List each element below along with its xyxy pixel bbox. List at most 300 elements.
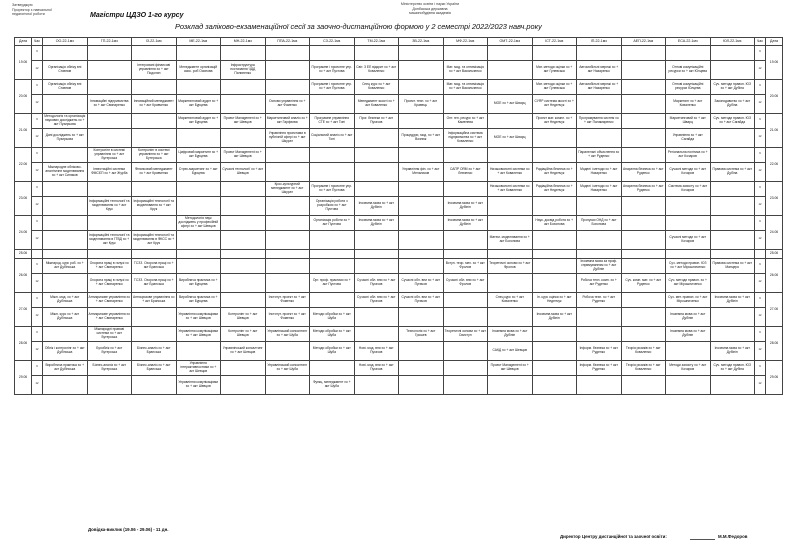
class-cell bbox=[87, 80, 132, 95]
class-cell: Інформаційні технології та моделювання в ГГВД хо + акт Крук bbox=[87, 231, 132, 250]
class-cell bbox=[176, 129, 221, 148]
signature-line bbox=[690, 539, 715, 540]
header-group: МН-22-1мз bbox=[221, 38, 266, 46]
class-cell: Спец курс хо + акт Коваленко bbox=[354, 80, 399, 95]
class-cell bbox=[43, 197, 88, 216]
class-cell: ТСЗЗ. Охорона праці хо + акт Бранська bbox=[132, 259, 177, 274]
class-cell bbox=[43, 95, 88, 114]
class-cell: Сучасні технології хо + акт Шевцов bbox=[221, 163, 266, 182]
class-cell bbox=[399, 308, 444, 327]
class-cell: Інформ. безпека хо + акт Руденко bbox=[577, 342, 622, 361]
class-cell bbox=[443, 95, 488, 114]
class-cell bbox=[443, 46, 488, 61]
table-row bbox=[15, 259, 783, 274]
class-cell bbox=[265, 216, 310, 231]
class-cell: Антикризове управління хо + акт Бранська bbox=[132, 293, 177, 308]
class-cell: САПР ОЯМ хо + акт Левченко bbox=[443, 163, 488, 182]
class-cell: Дані досліджень хо + акт Пузирьова bbox=[43, 129, 88, 148]
time-cell-right bbox=[755, 216, 766, 231]
header-group: МФ-22-1мз bbox=[443, 38, 488, 46]
class-cell bbox=[577, 46, 622, 61]
class-cell: Суч. мет. правоп. хо + акт Мірошниченко bbox=[666, 293, 711, 308]
class-cell bbox=[710, 274, 755, 293]
date-cell-right: 21.06 bbox=[766, 114, 783, 148]
class-cell bbox=[87, 182, 132, 197]
table-row bbox=[15, 80, 783, 95]
time-cell bbox=[32, 129, 43, 148]
date-cell: 19.06 bbox=[15, 46, 32, 80]
class-cell bbox=[532, 376, 577, 395]
time-cell-right bbox=[755, 327, 766, 342]
class-cell bbox=[399, 114, 444, 129]
table-row bbox=[15, 95, 783, 114]
class-cell bbox=[132, 308, 177, 327]
time-cell bbox=[32, 95, 43, 114]
reference-note: Довідка-виклик (19.06 - 29.06) - 11 дн. bbox=[88, 527, 169, 532]
time-cell-right bbox=[755, 95, 766, 114]
class-cell bbox=[354, 231, 399, 250]
header-time-right: Час bbox=[755, 38, 766, 46]
class-cell: Соціальний аналіз хо + акт Тоні bbox=[310, 129, 355, 148]
time-cell-right bbox=[755, 114, 766, 129]
time-slot-label: 12 bbox=[35, 135, 39, 138]
time-slot-label: 12 bbox=[758, 203, 762, 206]
table-row bbox=[15, 114, 783, 129]
class-cell: Виробнича практика хо + акт Дубінська bbox=[43, 361, 88, 376]
class-cell: СУЯР система якості хо + акт Неделчук bbox=[532, 95, 577, 114]
time-slot-label: 9 bbox=[36, 186, 38, 189]
time-slot-label: 9 bbox=[36, 118, 38, 121]
class-cell: Прог. безпеки хо + акт Пугачов bbox=[354, 114, 399, 129]
class-cell: Оптові комунікаційні ресурси хо + акт Юлцева bbox=[666, 61, 711, 80]
time-slot-label: 12 bbox=[758, 135, 762, 138]
class-cell bbox=[488, 80, 533, 95]
class-cell: Управління фін. хо + акт Мельников bbox=[399, 163, 444, 182]
class-cell: Інформаційні технології та моделювання хо + акт Крук bbox=[87, 197, 132, 216]
class-cell bbox=[621, 293, 666, 308]
class-cell bbox=[532, 274, 577, 293]
class-cell bbox=[87, 114, 132, 129]
time-cell bbox=[32, 308, 43, 327]
table-row bbox=[15, 148, 783, 163]
time-cell bbox=[32, 250, 43, 259]
class-cell bbox=[176, 250, 221, 259]
class-cell bbox=[132, 46, 177, 61]
class-cell: Сучасні методи хо + акт Кочаров bbox=[666, 163, 711, 182]
class-cell: Вступ. теор. мех. хо + акт Фролов bbox=[443, 259, 488, 274]
class-cell: Міжнародні правові системи хо + акт Бутерська bbox=[87, 327, 132, 342]
time-slot-label: 12 bbox=[35, 101, 39, 104]
header-group: АЕП-22-1мз bbox=[621, 38, 666, 46]
class-cell: Іноземна мова хо + акт Дубінін bbox=[666, 327, 711, 342]
class-cell bbox=[532, 148, 577, 163]
time-cell bbox=[32, 163, 43, 182]
approval-line: педагогічної роботи bbox=[12, 12, 45, 17]
class-cell: Інтегровані фінансові управління хо + акт Подолян bbox=[132, 61, 177, 80]
class-cell bbox=[132, 376, 177, 395]
class-cell: Інвестиційні системи ФМСЄП хо + акт Журба bbox=[87, 163, 132, 182]
class-cell: Пропуски ОНД хо + акт Бохонова bbox=[577, 216, 622, 231]
class-cell bbox=[399, 197, 444, 216]
class-cell: Суч. методи правоп. ЮЗ хо + акт Дубіна bbox=[710, 80, 755, 95]
class-cell bbox=[310, 231, 355, 250]
date-cell-right: 26.06 bbox=[766, 259, 783, 293]
class-cell bbox=[132, 114, 177, 129]
class-cell: Інформаційна система підприємства хо + акт Коваленко bbox=[443, 129, 488, 148]
class-cell: Методологія наук досліджень у професійній сфері хо + акт Шевцов bbox=[176, 216, 221, 231]
class-cell: Іноземна мова хо + акт Дубінін bbox=[710, 342, 755, 361]
class-cell: Програмне і проектне упр. хо + акт Пустова bbox=[310, 182, 355, 197]
class-cell bbox=[621, 259, 666, 274]
class-cell: Організація обліку вні Ставнов bbox=[43, 80, 88, 95]
class-cell bbox=[221, 293, 266, 308]
header-group: СЗ-22-1мз bbox=[310, 38, 355, 46]
date-cell: 29.06 bbox=[15, 361, 32, 395]
time-slot-label: 12 bbox=[35, 237, 39, 240]
table-row bbox=[15, 216, 783, 231]
time-slot-label: 12 bbox=[35, 280, 39, 283]
class-cell: Інноваційні підприємства хо + акт Свинаренко bbox=[87, 95, 132, 114]
class-cell: Спец курс хо + акт Коваленко bbox=[488, 293, 533, 308]
class-cell bbox=[710, 129, 755, 148]
header-group: ЗВ-22-1мз bbox=[399, 38, 444, 46]
class-cell: Антикризове управління хо + акт Свинаренко bbox=[87, 293, 132, 308]
class-cell: Іноземна мова хо + акт Дубінін bbox=[354, 216, 399, 231]
class-cell: Орг. проф. практики хо + акт Пустова bbox=[310, 274, 355, 293]
time-slot-label: 9 bbox=[759, 118, 761, 121]
class-cell: Управління хо + акт Сагайда bbox=[666, 129, 711, 148]
class-cell bbox=[221, 182, 266, 197]
class-cell: Сучасні обл. вни хо + акт Пугачов bbox=[399, 274, 444, 293]
class-cell: Інформаційні технології та моделювання хо + акт Крук bbox=[132, 197, 177, 216]
class-cell: Іноземна мова хо + акт Дубінін bbox=[666, 308, 711, 327]
time-slot-label: 12 bbox=[35, 169, 39, 172]
time-cell bbox=[32, 342, 43, 361]
class-cell: Сучасні обл. вни хо + акт Фролов bbox=[443, 274, 488, 293]
class-cell bbox=[399, 342, 444, 361]
date-cell: 24.06 bbox=[15, 216, 32, 250]
class-cell: Проект Management хо + акт Шевцов bbox=[488, 361, 533, 376]
date-cell-right: 27.06 bbox=[766, 293, 783, 327]
class-cell bbox=[577, 327, 622, 342]
class-cell: Радіаційна безпека хо + акт Неделчук bbox=[532, 182, 577, 197]
class-cell: Автомобільні мережі хо + акт Назаренко bbox=[577, 80, 622, 95]
class-cell bbox=[577, 250, 622, 259]
class-cell bbox=[43, 216, 88, 231]
time-cell bbox=[32, 114, 43, 129]
class-cell bbox=[354, 129, 399, 148]
class-cell: МОЕ хо + акт Шварц bbox=[488, 129, 533, 148]
class-cell bbox=[621, 80, 666, 95]
class-cell: Правова система хо + акт Манцеро bbox=[710, 259, 755, 274]
class-cell bbox=[221, 216, 266, 231]
class-cell: Управління комунікаціями хо + акт Шевцов bbox=[176, 376, 221, 395]
class-cell: Радіаційна безпека хо + акт Неделчук bbox=[532, 163, 577, 182]
class-cell: Маркетинг хо + акт Коваленко bbox=[666, 95, 711, 114]
time-slot-label: 12 bbox=[758, 382, 762, 385]
class-cell: Апаратна безпека хо + акт Руденко bbox=[621, 182, 666, 197]
table-row bbox=[15, 361, 783, 376]
class-cell: Управління проектами в публічній сфері хо + акт Шкурат bbox=[265, 129, 310, 148]
class-cell bbox=[443, 342, 488, 361]
class-cell bbox=[532, 197, 577, 216]
class-cell bbox=[221, 259, 266, 274]
class-cell: Проект Management хо + акт Шевцов bbox=[221, 148, 266, 163]
class-cell bbox=[87, 61, 132, 80]
class-cell bbox=[399, 80, 444, 95]
class-cell bbox=[265, 231, 310, 250]
class-cell: Бухоблік хо + акт Бутерська bbox=[87, 342, 132, 361]
class-cell bbox=[488, 274, 533, 293]
class-cell: Іноземна мова хо + акт Дубінін bbox=[443, 216, 488, 231]
class-cell bbox=[310, 259, 355, 274]
date-cell: 28.06 bbox=[15, 327, 32, 361]
class-cell bbox=[43, 327, 88, 342]
time-cell bbox=[32, 80, 43, 95]
table-row bbox=[15, 231, 783, 250]
header-group: ІП-22-1мз bbox=[577, 38, 622, 46]
time-cell-right bbox=[755, 293, 766, 308]
class-cell: Менеджмент організацій асис. роб Осипова bbox=[176, 61, 221, 80]
class-cell bbox=[666, 46, 711, 61]
class-cell bbox=[265, 342, 310, 361]
class-cell bbox=[176, 231, 221, 250]
time-cell bbox=[32, 361, 43, 376]
time-slot-label: 12 bbox=[35, 67, 39, 70]
class-cell bbox=[710, 231, 755, 250]
class-cell bbox=[176, 342, 221, 361]
class-cell: Основи управління хо + акт Фоменко bbox=[265, 95, 310, 114]
table-row bbox=[15, 182, 783, 197]
time-slot-label: 9 bbox=[36, 331, 38, 334]
class-cell: Технологія хо + акт Грошев bbox=[399, 327, 444, 342]
header-group: ЮЛ-22-1мз bbox=[710, 38, 755, 46]
class-cell bbox=[265, 274, 310, 293]
class-cell: Іноземна мова хо + акт Дубінін bbox=[488, 327, 533, 342]
class-cell bbox=[532, 342, 577, 361]
class-cell bbox=[488, 216, 533, 231]
class-cell: Інститут. проект хо + акт Фоменко bbox=[265, 308, 310, 327]
class-cell bbox=[43, 376, 88, 395]
date-cell: 21.06 bbox=[15, 114, 32, 148]
time-slot-label: 9 bbox=[759, 365, 761, 368]
class-cell bbox=[443, 182, 488, 197]
class-cell bbox=[443, 308, 488, 327]
class-cell bbox=[399, 61, 444, 80]
date-cell-right: 28.06 bbox=[766, 327, 783, 361]
class-cell: Маркетинговий аудит хо + акт Бурцева bbox=[176, 114, 221, 129]
class-cell bbox=[87, 250, 132, 259]
time-cell-right bbox=[755, 308, 766, 327]
class-cell bbox=[532, 361, 577, 376]
class-cell: Методи обробки хо + акт Шуба bbox=[310, 342, 355, 361]
class-cell bbox=[621, 46, 666, 61]
header-time: Час bbox=[32, 38, 43, 46]
class-cell bbox=[710, 250, 755, 259]
time-cell-right bbox=[755, 274, 766, 293]
class-cell: Міжнародне обліково-аналітичне моделювання хо + акт Синяков bbox=[43, 163, 88, 182]
class-cell bbox=[43, 231, 88, 250]
class-cell: Опт. ген. ресурс хо + акт Каменева bbox=[443, 114, 488, 129]
time-slot-label: 9 bbox=[36, 220, 38, 223]
time-cell-right bbox=[755, 61, 766, 80]
class-cell bbox=[666, 250, 711, 259]
class-cell bbox=[354, 163, 399, 182]
class-cell bbox=[488, 148, 533, 163]
table-row bbox=[15, 129, 783, 148]
time-slot-label: 12 bbox=[35, 314, 39, 317]
class-cell bbox=[443, 250, 488, 259]
class-cell bbox=[710, 216, 755, 231]
time-slot-label: 12 bbox=[35, 203, 39, 206]
class-cell bbox=[221, 95, 266, 114]
class-cell: Матем. моделювання хо + акт Бохонова bbox=[488, 231, 533, 250]
time-cell-right bbox=[755, 80, 766, 95]
time-cell bbox=[32, 61, 43, 80]
class-cell bbox=[43, 46, 88, 61]
time-slot-label: 9 bbox=[759, 84, 761, 87]
class-cell: Іноземна мова за проф. спрямуванням хо + акт Дубінін bbox=[577, 259, 622, 274]
class-cell bbox=[621, 250, 666, 259]
class-cell bbox=[310, 163, 355, 182]
class-cell bbox=[532, 250, 577, 259]
class-cell bbox=[87, 216, 132, 231]
time-cell bbox=[32, 197, 43, 216]
class-cell: Моделі і методи хо + акт Назаренко bbox=[577, 182, 622, 197]
class-cell: Методи обробки хо + акт Шуба bbox=[310, 327, 355, 342]
class-cell bbox=[132, 80, 177, 95]
class-cell bbox=[310, 250, 355, 259]
class-cell: ТСЗЗ. Охорона праці хо + акт Бранська bbox=[132, 274, 177, 293]
class-cell: Суч. методи правоп. ЮЗ хо + акт Дубіна bbox=[710, 361, 755, 376]
class-cell: Мат. мод. та оптимізація хо + акт Васильченко bbox=[443, 61, 488, 80]
class-cell bbox=[310, 148, 355, 163]
time-cell bbox=[32, 148, 43, 163]
class-cell bbox=[176, 46, 221, 61]
class-cell bbox=[399, 259, 444, 274]
class-cell bbox=[354, 148, 399, 163]
time-slot-label: 9 bbox=[759, 297, 761, 300]
class-cell: Міжн. курс хо + акт Дубінська bbox=[43, 308, 88, 327]
class-cell bbox=[621, 114, 666, 129]
date-cell: 25.06 bbox=[15, 250, 32, 259]
class-cell: Автомобільні мережі хо + акт Назаренко bbox=[577, 61, 622, 80]
class-cell: Сучасні обл. вни хо + акт Пугачов bbox=[354, 274, 399, 293]
class-cell: Низьковольтні системи хо + акт Коваленко bbox=[488, 182, 533, 197]
class-cell bbox=[354, 250, 399, 259]
class-cell: Проект. техн. хо + акт Кравець bbox=[399, 95, 444, 114]
time-slot-label: 9 bbox=[759, 186, 761, 189]
time-slot-label: 9 bbox=[759, 331, 761, 334]
class-cell bbox=[399, 46, 444, 61]
date-cell: 26.06 bbox=[15, 259, 32, 293]
class-cell: Проект мат. компл. хо + акт Неделчук bbox=[532, 114, 577, 129]
class-cell bbox=[621, 197, 666, 216]
class-cell bbox=[621, 327, 666, 342]
class-cell: Моделі і методи хо + акт Назаренко bbox=[577, 163, 622, 182]
date-cell-right: 25.06 bbox=[766, 250, 783, 259]
class-cell bbox=[488, 61, 533, 80]
class-cell bbox=[221, 197, 266, 216]
class-cell: Виробнича практика хо + акт Бурцева bbox=[176, 293, 221, 308]
time-cell-right bbox=[755, 376, 766, 395]
time-slot-label: 12 bbox=[758, 101, 762, 104]
class-cell: Світ. 3 ЕЕ відкрит хо + акт Коваленко bbox=[354, 61, 399, 80]
date-cell: 20.06 bbox=[15, 80, 32, 114]
class-cell: Методи обробки хо + акт Шуба bbox=[310, 308, 355, 327]
class-cell: Нові. мод. вни хо + акт Пугачов bbox=[354, 342, 399, 361]
class-cell bbox=[221, 80, 266, 95]
class-cell bbox=[265, 250, 310, 259]
time-cell-right bbox=[755, 231, 766, 250]
class-cell bbox=[132, 129, 177, 148]
ministry-line: Донбаська державна bbox=[412, 6, 448, 11]
table-row bbox=[15, 61, 783, 80]
header-group: ІЗ-22-1мз bbox=[132, 38, 177, 46]
class-cell bbox=[488, 114, 533, 129]
time-slot-label: 12 bbox=[758, 237, 762, 240]
class-cell bbox=[621, 61, 666, 80]
time-slot-label: 9 bbox=[36, 84, 38, 87]
class-cell: Маркетинговий аудит хо + акт Бурцева bbox=[176, 95, 221, 114]
class-cell bbox=[710, 197, 755, 216]
class-cell: Фінансовий менеджмент хо + акт Кравченко bbox=[132, 163, 177, 182]
time-slot-label: 12 bbox=[35, 348, 39, 351]
class-cell: Цифровий маркетинг хо + акт Бурцева bbox=[176, 148, 221, 163]
class-cell bbox=[310, 46, 355, 61]
class-cell: Теорія ризиків хо + акт Коваленко bbox=[621, 361, 666, 376]
class-cell: Бізнес-аналіз хо + акт Бутерська bbox=[87, 361, 132, 376]
ministry-line: Міністерство освіти і науки України bbox=[400, 2, 460, 6]
class-cell bbox=[43, 274, 88, 293]
class-cell bbox=[176, 259, 221, 274]
class-cell: Програмування систем хо + акт Паламаренко bbox=[577, 114, 622, 129]
class-cell: Інформаційні технології та моделювання в ФКСС хо + акт Крук bbox=[132, 231, 177, 250]
class-cell bbox=[399, 148, 444, 163]
class-cell bbox=[176, 182, 221, 197]
table-row bbox=[15, 293, 783, 308]
class-cell: Суч. методи правоп. хо + акт Мірошниченко bbox=[666, 274, 711, 293]
class-cell bbox=[621, 308, 666, 327]
class-cell: Наук. досвід робота хо + акт Бохонова bbox=[532, 216, 577, 231]
time-cell bbox=[32, 327, 43, 342]
time-cell bbox=[32, 376, 43, 395]
class-cell bbox=[710, 308, 755, 327]
ministry-line: машинобудівна академія bbox=[409, 11, 451, 16]
class-cell: Стрес-маркетинг хо + акт Бурцева bbox=[176, 163, 221, 182]
class-cell bbox=[532, 259, 577, 274]
course-title: Магістри ЦДЗО 1-го курсу bbox=[90, 12, 184, 19]
class-cell bbox=[488, 250, 533, 259]
class-cell bbox=[354, 308, 399, 327]
class-cell bbox=[532, 129, 577, 148]
class-cell bbox=[621, 231, 666, 250]
time-cell bbox=[32, 46, 43, 61]
class-cell bbox=[221, 274, 266, 293]
table-header-row bbox=[15, 38, 783, 46]
date-cell-right: 19.06 bbox=[766, 46, 783, 80]
schedule-sheet bbox=[14, 37, 782, 395]
class-cell bbox=[666, 216, 711, 231]
time-slot-label: 12 bbox=[758, 169, 762, 172]
class-cell: Управлінський консалтинг хо + акт Шевцов bbox=[221, 342, 266, 361]
class-cell bbox=[710, 182, 755, 197]
class-cell: Інститут. проект хо + акт Фоменко bbox=[265, 293, 310, 308]
class-cell bbox=[443, 376, 488, 395]
class-cell bbox=[310, 361, 355, 376]
approval-block bbox=[12, 3, 52, 17]
time-cell-right bbox=[755, 148, 766, 163]
